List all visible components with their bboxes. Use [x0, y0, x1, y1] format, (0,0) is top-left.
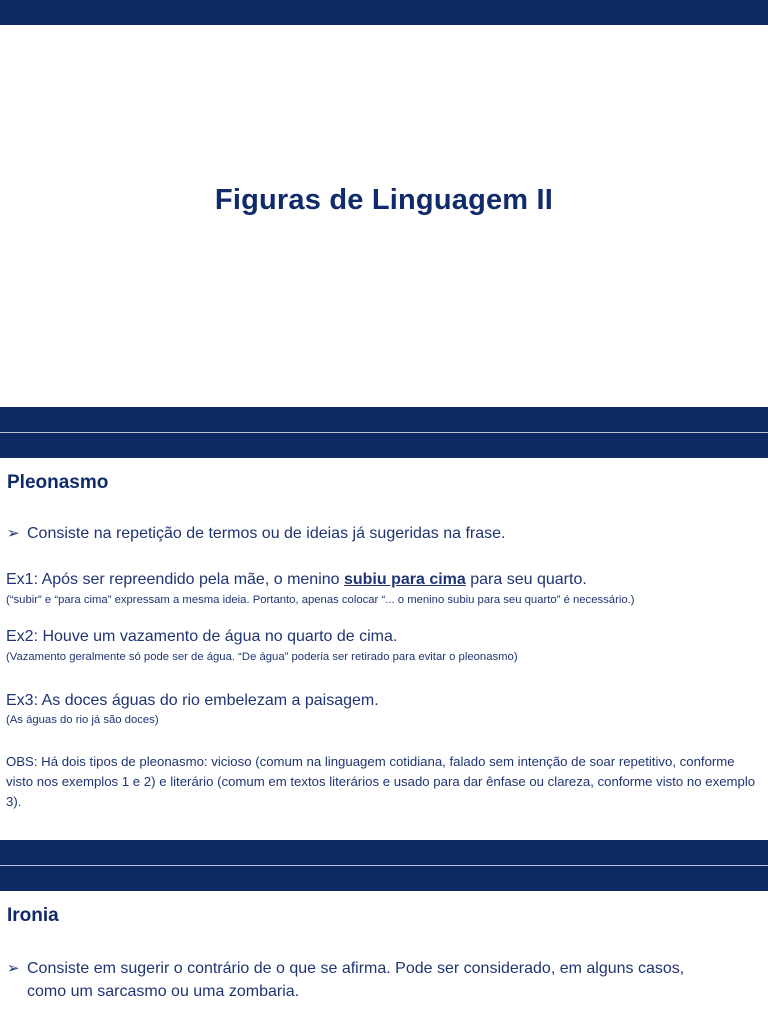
example-1-note: (“subir” e “para cima” expressam a mesma ideia. Portanto, apenas colocar “... o menino subiu para seu quarto” é necessário.)	[6, 594, 635, 606]
slide1-bottom-bar	[0, 407, 768, 432]
ironia-definition-line2: como um sarcasmo ou uma zombaria.	[27, 983, 300, 1000]
example-2-note: (Vazamento geralmente só pode ser de água. “De água” poderia ser retirado para evitar o pleonasmo)	[6, 651, 518, 663]
slide3-top-bar	[0, 866, 768, 891]
slide2-top-bar	[0, 433, 768, 458]
arrow-bullet-icon: ➢	[7, 960, 20, 977]
slide2-bottom-bar	[0, 840, 768, 865]
example-1	[6, 571, 587, 589]
pleonasmo-bullet	[7, 524, 506, 543]
example-1-highlight: subiu para cima	[343, 571, 466, 588]
arrow-bullet-icon: ➢	[7, 525, 20, 542]
ironia-bullet	[7, 957, 763, 1003]
top-bar	[0, 0, 768, 25]
obs-paragraph: OBS: Há dois tipos de pleonasmo: vicioso (comum na linguagem cotidiana, falado sem intenção de soar repetitivo, conforme visto nos exemplos 1 e 2) e literário (comum em textos literários e usado para dar ênfase ou clareza, conforme visto no exemplo 3).	[6, 754, 756, 809]
example-3-note: (As águas do rio já são doces)	[6, 714, 159, 726]
example-1-after: para seu quarto.	[465, 571, 587, 588]
pleonasmo-definition: Consiste na repetição de termos ou de ideias já sugeridas na frase.	[27, 525, 506, 542]
example-2: Ex2: Houve um vazamento de água no quarto de cima.	[6, 628, 398, 645]
ironia-definition-line1: Consiste em sugerir o contrário de o que se afirma. Pode ser considerado, em alguns casos,	[27, 960, 685, 977]
example-3: Ex3: As doces águas do rio embelezam a paisagem.	[6, 692, 379, 709]
section-heading-ironia: Ironia	[7, 905, 59, 926]
example-1-before: Ex1: Após ser repreendido pela mãe, o menino	[6, 571, 344, 588]
section-heading-pleonasmo: Pleonasmo	[7, 472, 109, 493]
slide-title: Figuras de Linguagem II	[214, 184, 554, 216]
